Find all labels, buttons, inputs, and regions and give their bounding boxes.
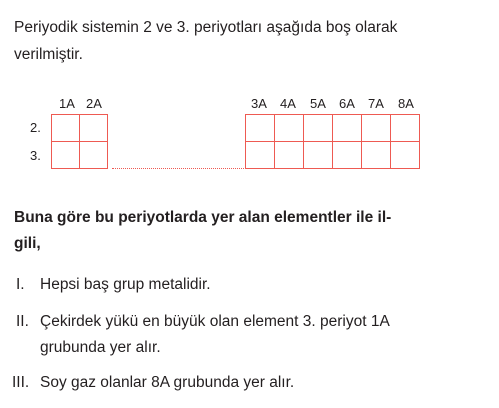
table-cell: [79, 141, 108, 169]
table-cell: [390, 141, 420, 169]
statement-numeral: II.: [16, 313, 29, 330]
statement-text: Hepsi baş grup metalidir.: [40, 276, 211, 293]
statement-numeral: III.: [12, 374, 30, 391]
table-cell: [274, 141, 304, 169]
table-cell: [79, 114, 108, 142]
statement-text: Soy gaz olanlar 8A grubunda yer alır.: [40, 374, 295, 391]
intro-line-1: Periyodik sistemin 2 ve 3. periyotları aşağıda boş olarak: [14, 19, 398, 36]
table-cell: [303, 141, 333, 169]
period-label-3: 3.: [30, 148, 41, 163]
statement-numeral: I.: [16, 276, 25, 293]
group-header-7a: 7A: [368, 96, 384, 111]
table-cell: [303, 114, 333, 142]
table-cell: [51, 114, 80, 142]
question-line-1: Buna göre bu periyotlarda yer alan elementler ile il-: [14, 209, 392, 226]
group-header-3a: 3A: [251, 96, 267, 111]
table-cell: [332, 114, 362, 142]
question-line-2: gili,: [14, 235, 41, 252]
table-cell: [51, 141, 80, 169]
group-header-1a: 1A: [59, 96, 75, 111]
table-cell: [274, 114, 304, 142]
dotted-connector: [112, 168, 244, 169]
table-cell: [245, 141, 275, 169]
table-cell: [390, 114, 420, 142]
intro-line-2: verilmiştir.: [14, 46, 83, 63]
table-cell: [332, 141, 362, 169]
statement-text-continued: grubunda yer alır.: [40, 339, 161, 356]
group-header-4a: 4A: [280, 96, 296, 111]
table-cell: [361, 141, 391, 169]
group-header-2a: 2A: [86, 96, 102, 111]
group-header-6a: 6A: [339, 96, 355, 111]
group-header-5a: 5A: [310, 96, 326, 111]
group-header-8a: 8A: [398, 96, 414, 111]
statement-text: Çekirdek yükü en büyük olan element 3. periyot 1A: [40, 313, 390, 330]
table-cell: [245, 114, 275, 142]
period-label-2: 2.: [30, 120, 41, 135]
table-cell: [361, 114, 391, 142]
